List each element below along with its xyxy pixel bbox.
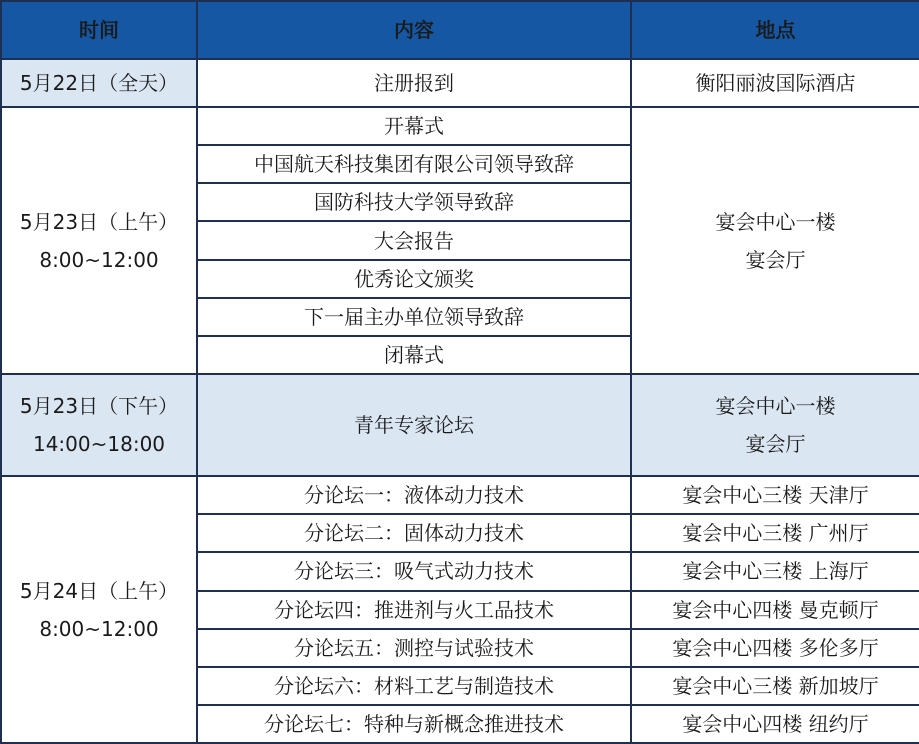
table-row [1,107,919,145]
location-cell [631,374,919,476]
forum-name: 分论坛五：测控与试验技术 [197,629,631,667]
table-row [1,476,919,514]
location-hall: 宴会厅 [745,432,806,457]
header-row [1,1,919,59]
forum-location: 宴会中心三楼 天津厅 [631,476,919,514]
time-range: 14:00~18:00 [32,432,166,457]
location-building: 宴会中心一楼 [715,394,836,419]
location-building: 宴会中心一楼 [715,209,836,234]
content-cell: 中国航天科技集团有限公司领导致辞 [197,145,631,183]
forum-location: 宴会中心四楼 曼克顿厅 [631,591,919,629]
forum-name: 分论坛六：材料工艺与制造技术 [197,667,631,705]
time-cell: 5月22日（全天） [1,59,197,107]
location-hall: 宴会厅 [745,247,806,272]
header-location: 地点 [631,1,919,59]
time-range: 8:00~12:00 [39,616,159,641]
time-cell [1,374,197,476]
forum-location: 宴会中心三楼 广州厅 [631,514,919,552]
header-content: 内容 [197,1,631,59]
content-cell: 大会报告 [197,221,631,259]
content-cell: 闭幕式 [197,336,631,374]
table-row [1,59,919,107]
forum-name: 分论坛三：吸气式动力技术 [197,552,631,590]
location-cell [631,107,919,374]
time-date: 5月23日（下午） [19,394,179,419]
time-range: 8:00~12:00 [39,247,159,272]
forum-name: 分论坛二：固体动力技术 [197,514,631,552]
forum-location: 宴会中心三楼 新加坡厅 [631,667,919,705]
time-cell [1,476,197,743]
content-cell: 青年专家论坛 [197,374,631,476]
forum-location: 宴会中心四楼 多伦多厅 [631,629,919,667]
time-cell [1,107,197,374]
forum-location: 宴会中心四楼 纽约厅 [631,705,919,743]
forum-location: 宴会中心三楼 上海厅 [631,552,919,590]
time-date: 5月23日（上午） [19,209,179,234]
forum-name: 分论坛一：液体动力技术 [197,476,631,514]
content-cell: 下一届主办单位领导致辞 [197,298,631,336]
forum-name: 分论坛四：推进剂与火工品技术 [197,591,631,629]
content-cell: 优秀论文颁奖 [197,260,631,298]
content-cell: 开幕式 [197,107,631,145]
content-cell: 注册报到 [197,59,631,107]
location-cell: 衡阳丽波国际酒店 [631,59,919,107]
forum-name: 分论坛七：特种与新概念推进技术 [197,705,631,743]
header-time: 时间 [1,1,197,59]
table-row [1,374,919,476]
time-date: 5月24日（上午） [19,578,179,603]
content-cell: 国防科技大学领导致辞 [197,183,631,221]
